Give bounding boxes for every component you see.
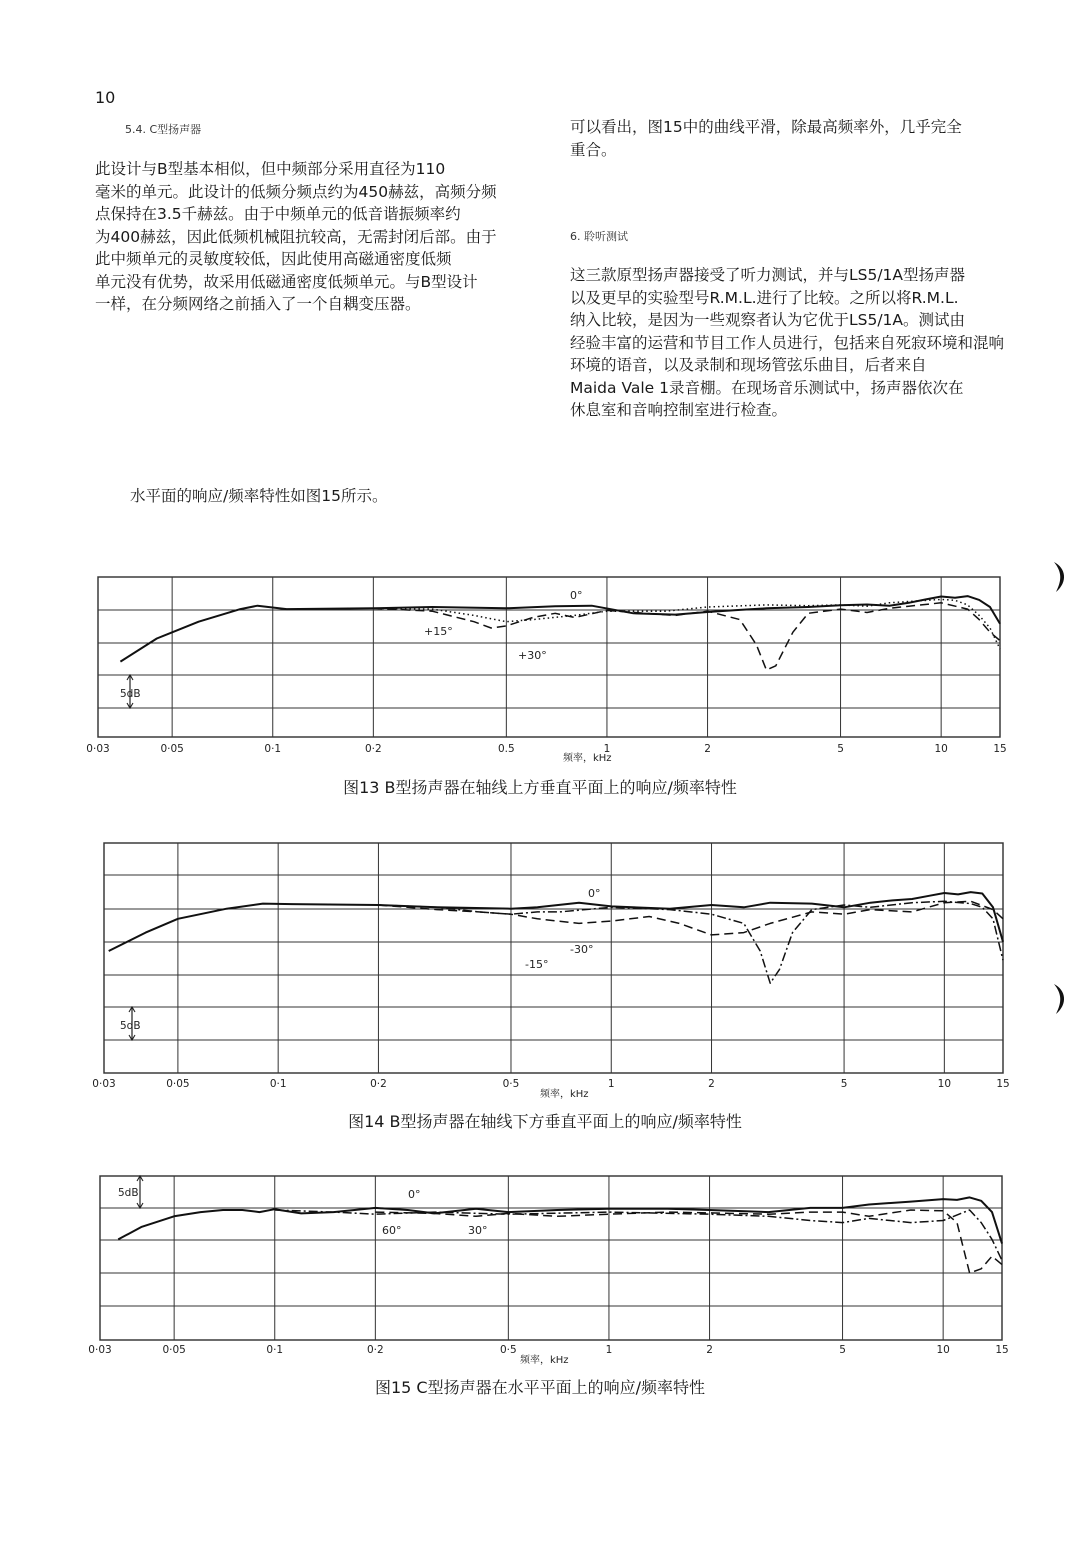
figure-13-chart — [70, 565, 1030, 765]
x-axis-label: 频率，kHz — [563, 753, 612, 764]
page-number: 10 — [95, 88, 116, 107]
db-scale-label: 5dB — [120, 688, 141, 700]
curve-annotation: 60° — [382, 1224, 402, 1237]
section-heading-6: 6. 聆听测试 — [570, 230, 628, 243]
x-tick-label: 0·1 — [264, 743, 282, 755]
x-tick-label: 0·05 — [162, 1344, 186, 1356]
x-tick-label: 0.5 — [497, 743, 515, 755]
right-paragraph: 这三款原型扬声器接受了听力测试，并与LS5/1A型扬声器 以及更早的实验型号R.M.L.进行了比较。之所以将R.M.L. 纳入比较，是因为一些观察者认为它优于LS5/1A。测试由 经验丰富的运营和节目工作人员进行，包括来自死寂环境和混响 环境的语音，以及录制和现场管弦乐曲目，后者来自 Maida Vale 1录音棚。在现场音乐测试中，扬声器依次在 休息室和音响控制室进行检查。 — [570, 266, 1005, 419]
figure-13-caption: 图13 B型扬声器在轴线上方垂直平面上的响应/频率特性 — [343, 778, 737, 797]
figure-14-chart — [70, 835, 1030, 1100]
figure-15-reference: 水平面的响应/频率特性如图15所示。 — [130, 487, 388, 505]
right-intro: 可以看出，图15中的曲线平滑，除最高频率外，几乎完全 重合。 — [570, 118, 962, 159]
left-paragraph: 此设计与B型基本相似，但中频部分采用直径为110 毫米的单元。此设计的低频分频点约为450赫兹，高频分频 点保持在3.5千赫兹。由于中频单元的低音谐振频率约 为400赫兹，因此低频机械阻抗较高，无需封闭后部。由于 此中频单元的灵敏度较低，因此使用高磁通密度低频 单元没有优势，故采用低磁通密度低频单元。与B型设计 一样，在分频网络之前插入了一个自耦变压器。 — [95, 160, 497, 313]
x-tick-label: 2 — [708, 1078, 715, 1090]
x-tick-label: 15 — [996, 1078, 1010, 1090]
page-edge-mark — [1050, 982, 1070, 1016]
x-tick-label: 15 — [993, 743, 1007, 755]
series-line — [375, 1210, 1002, 1273]
x-tick-label: 0·05 — [160, 743, 184, 755]
x-tick-label: 10 — [937, 1078, 952, 1090]
page-edge-mark — [1050, 560, 1070, 594]
x-tick-label: 2 — [704, 743, 711, 755]
curve-annotation: +30° — [518, 649, 547, 662]
x-tick-label: 0·1 — [266, 1344, 284, 1356]
series-line — [120, 596, 1000, 662]
x-tick-label: 10 — [934, 743, 948, 755]
x-tick-label: 5 — [840, 1078, 848, 1090]
plot-frame — [100, 1176, 1002, 1340]
x-tick-label: 0·05 — [166, 1078, 190, 1090]
x-tick-label: 0·2 — [367, 1344, 384, 1356]
figure-15-chart — [70, 1168, 1030, 1368]
x-tick-label: 0·03 — [88, 1344, 112, 1356]
curve-annotation: 0° — [408, 1188, 421, 1201]
curve-annotation: 0° — [588, 887, 601, 900]
curve-annotation: +15° — [424, 625, 453, 638]
db-scale-label: 5dB — [120, 1020, 141, 1032]
x-tick-label: 5 — [837, 743, 844, 755]
x-tick-label: 10 — [936, 1344, 950, 1356]
x-tick-label: 0·03 — [86, 743, 110, 755]
curve-annotation: -15° — [525, 958, 549, 971]
db-scale-label: 5dB — [118, 1187, 139, 1199]
figure-14-caption: 图14 B型扬声器在轴线下方垂直平面上的响应/频率特性 — [348, 1112, 742, 1131]
x-tick-label: 2 — [706, 1344, 713, 1356]
x-axis-label: 频率，kHz — [520, 1355, 569, 1366]
curve-annotation: 0° — [570, 589, 583, 602]
x-tick-label: 1 — [603, 743, 611, 755]
x-tick-label: 0·1 — [269, 1078, 287, 1090]
section-heading-5-4: 5.4. C型扬声器 — [125, 123, 202, 136]
plot-frame — [98, 577, 1000, 737]
x-axis-label: 频率，kHz — [540, 1089, 589, 1100]
series-line — [118, 1197, 1002, 1243]
x-tick-label: 0·03 — [92, 1078, 116, 1090]
x-tick-label: 0·5 — [499, 1344, 517, 1356]
x-tick-label: 1 — [605, 1344, 613, 1356]
x-tick-label: 0·2 — [370, 1078, 387, 1090]
x-tick-label: 0·5 — [502, 1078, 520, 1090]
x-tick-label: 5 — [839, 1344, 846, 1356]
figure-15-caption: 图15 C型扬声器在水平平面上的响应/频率特性 — [374, 1378, 705, 1397]
curve-annotation: -30° — [570, 943, 594, 956]
plot-frame — [104, 843, 1003, 1073]
curve-annotation: 30° — [468, 1224, 488, 1237]
x-tick-label: 1 — [607, 1078, 615, 1090]
x-tick-label: 15 — [995, 1344, 1009, 1356]
x-tick-label: 0·2 — [365, 743, 382, 755]
